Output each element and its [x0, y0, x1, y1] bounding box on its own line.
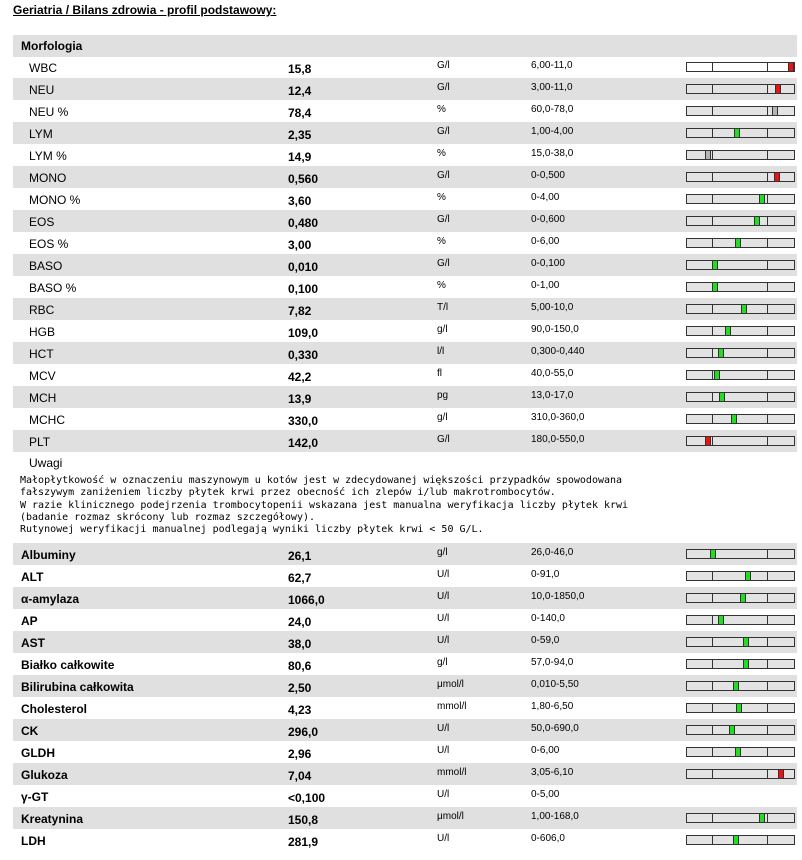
test-value: 15,8: [288, 62, 312, 76]
range-bar-tick: [767, 195, 768, 203]
reference-range: 0-91,0: [531, 569, 560, 580]
result-row: [13, 364, 797, 386]
range-bar: [686, 593, 795, 603]
test-unit: U/l: [437, 745, 450, 756]
range-bar: [686, 414, 795, 424]
range-bar-tick: [712, 107, 713, 115]
range-bar: [686, 571, 795, 581]
test-name: MONO: [29, 171, 67, 185]
reference-range: 60,0-78,0: [531, 104, 574, 115]
range-bar-tick: [767, 550, 768, 558]
test-value: 3,60: [288, 194, 312, 208]
uwagi-note: [20, 475, 628, 536]
result-row: [13, 122, 797, 144]
range-bar-tick: [767, 638, 768, 646]
range-marker-normal: [759, 813, 765, 823]
range-bar: [686, 326, 795, 336]
test-value: 150,8: [288, 813, 319, 827]
range-bar: [686, 84, 795, 94]
test-unit: l/l: [437, 346, 445, 357]
range-marker-borderline: [705, 150, 711, 160]
result-row: [13, 320, 797, 342]
range-bar-tick: [712, 682, 713, 690]
range-bar-tick: [767, 327, 768, 335]
reference-range: 0-6,00: [531, 745, 560, 756]
test-name: MCV: [29, 369, 56, 383]
range-bar-tick: [712, 660, 713, 668]
test-value: 14,9: [288, 150, 312, 164]
result-row: [13, 565, 797, 587]
range-marker-normal: [734, 128, 740, 138]
test-unit: %: [437, 280, 446, 291]
range-marker-normal: [733, 681, 739, 691]
test-name: RBC: [29, 303, 55, 317]
range-bar: [686, 637, 795, 647]
range-bar-tick: [712, 85, 713, 93]
test-unit: %: [437, 104, 446, 115]
test-unit: U/l: [437, 635, 450, 646]
test-value: 80,6: [288, 659, 312, 673]
range-bar-tick: [767, 814, 768, 822]
range-bar: [686, 304, 795, 314]
test-unit: G/l: [437, 60, 450, 71]
test-unit: U/l: [437, 789, 450, 800]
range-bar: [686, 549, 795, 559]
range-bar-tick: [712, 327, 713, 335]
reference-range: 310,0-360,0: [531, 412, 585, 423]
result-row: [13, 697, 797, 719]
range-bar-tick: [712, 638, 713, 646]
reference-range: 0-1,00: [531, 280, 560, 291]
reference-range: 6,00-11,0: [531, 60, 573, 71]
test-unit: G/l: [437, 126, 450, 137]
test-unit: g/l: [437, 657, 448, 668]
test-name: Cholesterol: [21, 702, 88, 716]
result-row: [13, 232, 797, 254]
test-unit: G/l: [437, 434, 450, 445]
result-row: [13, 741, 797, 763]
range-bar-tick: [712, 239, 713, 247]
reference-range: 0-140,0: [531, 613, 565, 624]
test-unit: μmol/l: [437, 679, 464, 690]
range-marker-normal: [725, 326, 731, 336]
test-name: Albuminy: [21, 548, 76, 562]
result-row: [13, 188, 797, 210]
reference-range: 10,0-1850,0: [531, 591, 585, 602]
test-value: 13,9: [288, 392, 312, 406]
range-marker-normal: [735, 238, 741, 248]
test-unit: U/l: [437, 569, 450, 580]
test-name: Bilirubina całkowita: [21, 680, 134, 694]
range-marker-normal: [741, 304, 747, 314]
test-value: 3,00: [288, 238, 312, 252]
range-bar-tick: [767, 217, 768, 225]
test-name: NEU %: [29, 105, 69, 119]
result-row: [13, 675, 797, 697]
range-marker-normal: [712, 282, 718, 292]
test-unit: %: [437, 236, 446, 247]
test-unit: %: [437, 148, 446, 159]
test-value: 78,4: [288, 106, 312, 120]
range-bar-tick: [767, 415, 768, 423]
range-marker-high: [778, 769, 784, 779]
range-bar: [686, 659, 795, 669]
result-row: [13, 763, 797, 785]
result-row: [13, 807, 797, 829]
test-unit: G/l: [437, 214, 450, 225]
reference-range: 5,00-10,0: [531, 302, 574, 313]
range-bar: [686, 348, 795, 358]
result-row: [13, 254, 797, 276]
range-bar: [686, 392, 795, 402]
note-line: Małopłytkowość w oznaczeniu maszynowym u kotów jest w zdecydowanej większości przypadków spowodowana: [20, 475, 623, 486]
result-row: [13, 166, 797, 188]
test-value: 1066,0: [288, 593, 325, 607]
uwagi-label: Uwagi: [29, 456, 63, 470]
range-bar-tick: [767, 616, 768, 624]
test-value: 62,7: [288, 571, 312, 585]
test-value: 0,100: [288, 282, 319, 296]
reference-range: 0-0,500: [531, 170, 565, 181]
range-marker-high: [788, 62, 794, 72]
test-value: 330,0: [288, 414, 319, 428]
test-value: <0,100: [288, 791, 326, 805]
test-name: CK: [21, 724, 39, 738]
range-bar-tick: [712, 594, 713, 602]
range-marker-normal: [712, 260, 718, 270]
test-unit: mmol/l: [437, 701, 467, 712]
result-row: [13, 587, 797, 609]
range-bar-tick: [767, 173, 768, 181]
range-bar: [686, 436, 795, 446]
test-name: MONO %: [29, 193, 81, 207]
test-value: 7,82: [288, 304, 312, 318]
reference-range: 15,0-38,0: [531, 148, 574, 159]
range-marker-normal: [719, 392, 725, 402]
range-bar-tick: [712, 217, 713, 225]
result-row: [13, 78, 797, 100]
reference-range: 13,0-17,0: [531, 390, 574, 401]
range-bar-tick: [712, 63, 713, 71]
result-row: [13, 342, 797, 364]
range-marker-normal: [729, 725, 735, 735]
range-bar: [686, 725, 795, 735]
test-name: Kreatynina: [21, 812, 84, 826]
test-value: 42,2: [288, 370, 312, 384]
range-marker-borderline: [772, 106, 778, 116]
range-bar-tick: [767, 261, 768, 269]
test-name: BASO: [29, 259, 63, 273]
range-bar-tick: [767, 682, 768, 690]
test-name: HGB: [29, 325, 56, 339]
result-row: [13, 386, 797, 408]
range-marker-normal: [718, 615, 724, 625]
test-name: LDH: [21, 834, 46, 848]
test-value: 2,50: [288, 681, 312, 695]
range-bar: [686, 260, 795, 270]
range-bar-tick: [712, 349, 713, 357]
range-marker-normal: [743, 659, 749, 669]
test-value: 142,0: [288, 436, 319, 450]
range-bar-tick: [712, 151, 713, 159]
test-value: 2,96: [288, 747, 312, 761]
range-bar-tick: [712, 437, 713, 445]
test-unit: G/l: [437, 170, 450, 181]
range-bar-tick: [767, 129, 768, 137]
range-bar-tick: [712, 195, 713, 203]
range-bar-tick: [767, 63, 768, 71]
test-value: 26,1: [288, 549, 312, 563]
result-row: [13, 543, 797, 565]
range-bar-tick: [712, 393, 713, 401]
range-bar-tick: [767, 107, 768, 115]
test-name: BASO %: [29, 281, 77, 295]
page-title: Geriatria / Bilans zdrowia - profil podstawowy:: [13, 3, 277, 17]
result-row: [13, 100, 797, 122]
test-value: 2,35: [288, 128, 312, 142]
test-unit: g/l: [437, 324, 448, 335]
section-header: [13, 35, 797, 57]
reference-range: 0-0,100: [531, 258, 565, 269]
reference-range: 1,80-6,50: [531, 701, 574, 712]
result-row: [13, 609, 797, 631]
result-row: [13, 298, 797, 320]
reference-range: 1,00-168,0: [531, 811, 579, 822]
note-line: Rutynowej weryfikacji manualnej podlegają wyniki liczby płytek krwi < 50 G/L.: [20, 524, 484, 536]
range-bar-tick: [712, 616, 713, 624]
reference-range: 0-59,0: [531, 635, 560, 646]
range-marker-normal: [743, 637, 749, 647]
reference-range: 180,0-550,0: [531, 434, 585, 445]
test-name: Glukoza: [21, 768, 68, 782]
range-bar-tick: [767, 437, 768, 445]
note-line: W razie klinicznego podejrzenia trombocytopenii wskazana jest manualna weryfikacja liczby płytek krwi: [20, 499, 629, 511]
range-bar: [686, 703, 795, 713]
reference-range: 3,00-11,0: [531, 82, 573, 93]
result-row: [13, 653, 797, 675]
result-row: [13, 829, 797, 851]
test-unit: mmol/l: [437, 767, 467, 778]
result-row: [13, 719, 797, 741]
range-marker-normal: [740, 593, 746, 603]
test-name: MCHC: [29, 413, 65, 427]
range-bar-tick: [712, 814, 713, 822]
range-bar: [686, 216, 795, 226]
test-value: 296,0: [288, 725, 319, 739]
reference-range: 0-4,00: [531, 192, 560, 203]
reference-range: 1,00-4,00: [531, 126, 574, 137]
range-bar: [686, 150, 795, 160]
range-bar-tick: [712, 836, 713, 844]
test-unit: U/l: [437, 723, 450, 734]
reference-range: 0,010-5,50: [531, 679, 579, 690]
test-name: EOS %: [29, 237, 69, 251]
reference-range: 50,0-690,0: [531, 723, 579, 734]
range-bar: [686, 128, 795, 138]
test-unit: pg: [437, 390, 449, 401]
test-value: 281,9: [288, 835, 319, 849]
range-bar-tick: [767, 305, 768, 313]
test-value: 0,010: [288, 260, 319, 274]
range-marker-normal: [718, 348, 724, 358]
test-value: 7,04: [288, 769, 312, 783]
reference-range: 26,0-46,0: [531, 547, 574, 558]
test-value: 0,330: [288, 348, 319, 362]
range-bar: [686, 62, 795, 72]
range-marker-high: [775, 84, 781, 94]
result-row: [13, 56, 797, 78]
test-value: 109,0: [288, 326, 319, 340]
result-row: [13, 276, 797, 298]
range-bar-tick: [712, 726, 713, 734]
range-marker-normal: [735, 747, 741, 757]
test-value: 4,23: [288, 703, 312, 717]
range-marker-normal: [731, 414, 737, 424]
range-bar-tick: [767, 283, 768, 291]
note-line: (badanie rozmaz skrócony lub rozmaz szczegółowy).: [20, 511, 316, 523]
result-row: [13, 631, 797, 653]
range-bar: [686, 106, 795, 116]
range-bar-tick: [712, 173, 713, 181]
range-bar-tick: [712, 572, 713, 580]
range-bar-tick: [767, 151, 768, 159]
range-bar: [686, 747, 795, 757]
test-name: ALT: [21, 570, 44, 584]
test-unit: fl: [437, 368, 442, 379]
range-bar-tick: [712, 305, 713, 313]
test-name: LYM %: [29, 149, 67, 163]
reference-range: 57,0-94,0: [531, 657, 574, 668]
test-unit: U/l: [437, 591, 450, 602]
reference-range: 0,300-0,440: [531, 346, 585, 357]
test-unit: %: [437, 192, 446, 203]
test-name: GLDH: [21, 746, 55, 760]
test-unit: G/l: [437, 82, 450, 93]
range-marker-normal: [714, 370, 720, 380]
test-unit: g/l: [437, 547, 448, 558]
range-bar-tick: [767, 748, 768, 756]
range-bar-tick: [712, 704, 713, 712]
test-name: Białko całkowite: [21, 658, 115, 672]
test-value: 38,0: [288, 637, 312, 651]
reference-range: 40,0-55,0: [531, 368, 574, 379]
range-marker-high: [705, 436, 711, 446]
range-bar-tick: [767, 726, 768, 734]
range-bar: [686, 282, 795, 292]
reference-range: 0-6,00: [531, 236, 560, 247]
range-bar: [686, 615, 795, 625]
range-bar-tick: [767, 770, 768, 778]
test-name: NEU: [29, 83, 55, 97]
range-bar-tick: [767, 572, 768, 580]
range-bar-tick: [712, 129, 713, 137]
test-value: 12,4: [288, 84, 312, 98]
result-row: [13, 210, 797, 232]
test-value: 24,0: [288, 615, 312, 629]
range-bar-tick: [712, 748, 713, 756]
test-name: HCT: [29, 347, 54, 361]
section-title: Morfologia: [21, 39, 83, 53]
range-bar: [686, 194, 795, 204]
range-bar: [686, 370, 795, 380]
result-row: [13, 144, 797, 166]
range-marker-normal: [754, 216, 760, 226]
range-bar-tick: [767, 393, 768, 401]
test-name: AP: [21, 614, 38, 628]
reference-range: 3,05-6,10: [531, 767, 574, 778]
note-line: fałszywym zaniżeniem liczby płytek krwi przez obecność ich zlepów i/lub makrotrombocytów.: [20, 487, 556, 499]
result-row: [13, 785, 797, 807]
test-name: AST: [21, 636, 45, 650]
reference-range: 90,0-150,0: [531, 324, 579, 335]
range-marker-normal: [733, 835, 739, 845]
reference-range: 0-606,0: [531, 833, 565, 844]
test-unit: U/l: [437, 833, 450, 844]
reference-range: 0-0,600: [531, 214, 565, 225]
test-value: 0,480: [288, 216, 319, 230]
test-unit: g/l: [437, 412, 448, 423]
test-name: α-amylaza: [21, 592, 80, 606]
result-row: [13, 408, 797, 430]
test-name: γ-GT: [21, 790, 49, 804]
test-unit: T/l: [437, 302, 449, 313]
range-bar-tick: [712, 371, 713, 379]
test-name: WBC: [29, 61, 57, 75]
range-bar: [686, 835, 795, 845]
reference-range: 0-5,00: [531, 789, 560, 800]
range-bar: [686, 813, 795, 823]
test-name: LYM: [29, 127, 53, 141]
range-bar: [686, 769, 795, 779]
test-name: PLT: [29, 435, 51, 449]
result-row: [13, 430, 797, 452]
test-unit: U/l: [437, 613, 450, 624]
range-bar-tick: [767, 704, 768, 712]
range-bar: [686, 172, 795, 182]
range-marker-normal: [745, 571, 751, 581]
range-marker-high: [774, 172, 780, 182]
range-bar-tick: [767, 660, 768, 668]
range-bar-tick: [767, 239, 768, 247]
test-unit: μmol/l: [437, 811, 464, 822]
range-marker-normal: [736, 703, 742, 713]
range-bar-tick: [767, 836, 768, 844]
test-unit: G/l: [437, 258, 450, 269]
range-marker-normal: [759, 194, 765, 204]
test-name: EOS: [29, 215, 55, 229]
range-marker-normal: [710, 549, 716, 559]
range-bar: [686, 681, 795, 691]
range-bar-tick: [712, 415, 713, 423]
range-bar-tick: [767, 594, 768, 602]
range-bar-tick: [767, 371, 768, 379]
range-bar-tick: [767, 85, 768, 93]
test-name: MCH: [29, 391, 57, 405]
test-value: 0,560: [288, 172, 319, 186]
range-bar-tick: [767, 349, 768, 357]
range-bar-tick: [712, 770, 713, 778]
range-bar: [686, 238, 795, 248]
